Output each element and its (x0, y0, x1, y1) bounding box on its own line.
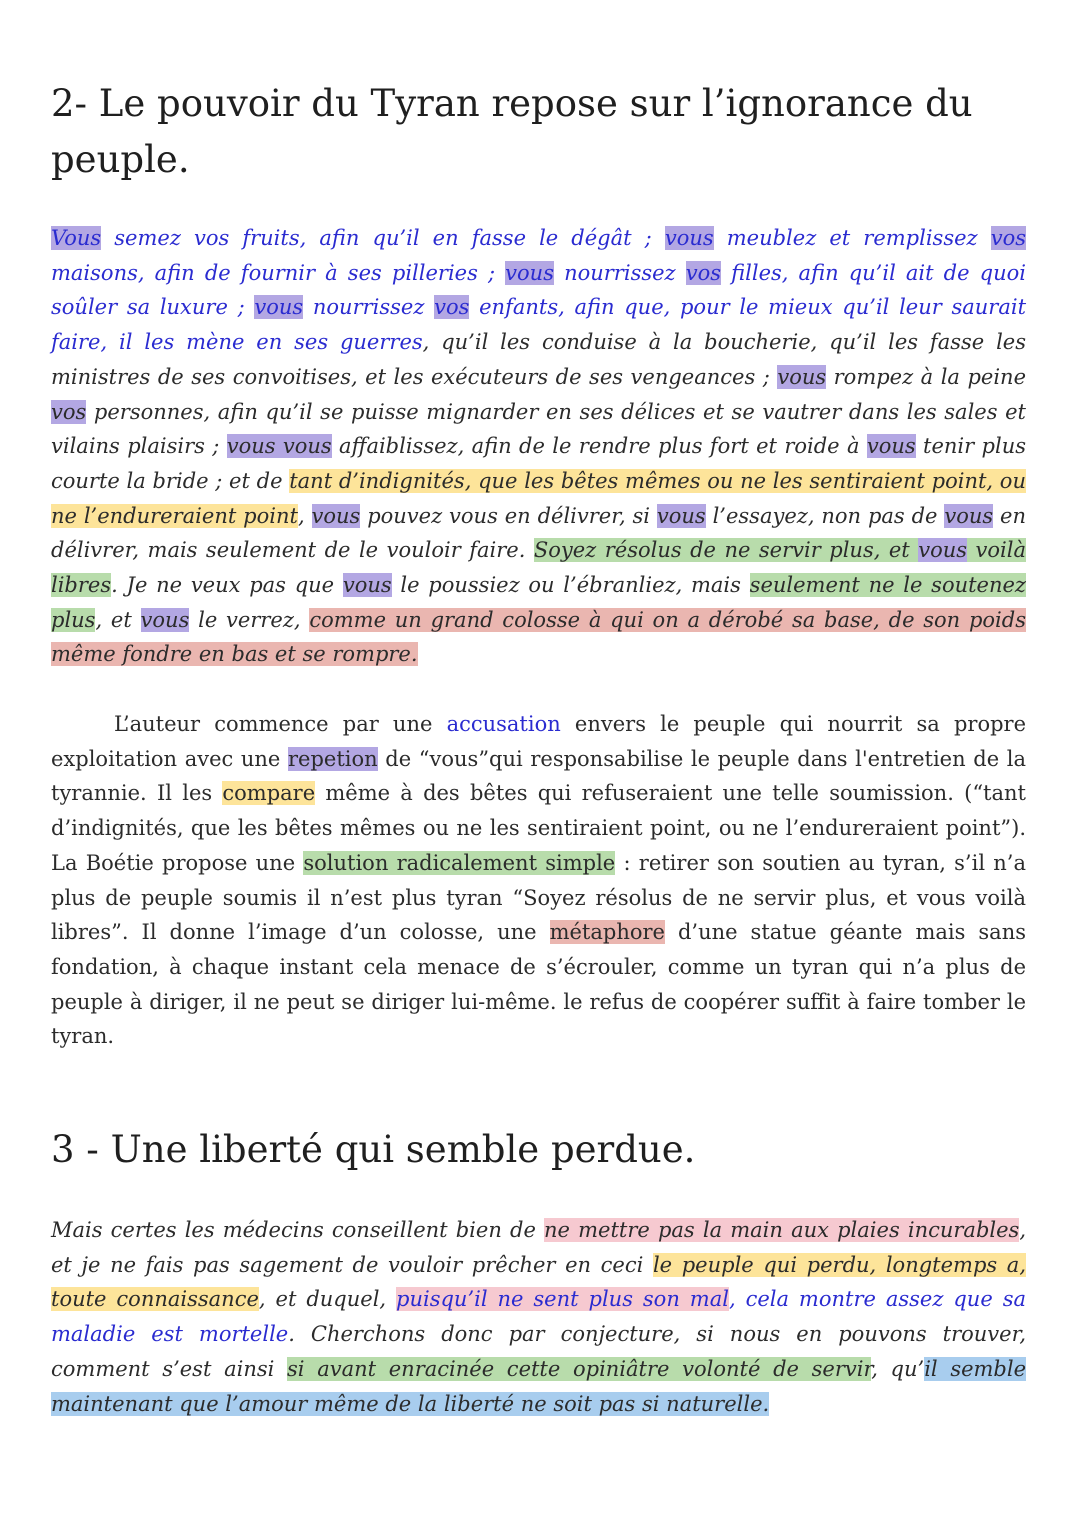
highlighted-span: vous (505, 260, 554, 285)
text-span: rompez à la peine (826, 364, 1026, 389)
text-span: l’essayez, non pas de (705, 503, 945, 528)
highlighted-span: vos (990, 226, 1026, 250)
highlighted-span: compare (222, 781, 316, 806)
text-span: Mais certes les médecins conseillent bien de (51, 1218, 545, 1242)
highlighted-span: Vous (51, 226, 102, 250)
text-span: , et je ne fais pas sagement de vouloir prêcher en ceci (51, 1218, 1027, 1277)
highlighted-span: vous vous (226, 434, 332, 459)
section-2-title: 2- Le pouvoir du Tyran repose sur l’ignorance du peuple. (51, 82, 973, 181)
section-2-commentary (51, 707, 1026, 1054)
highlighted-span: seulement ne le soutenez plus (51, 573, 1026, 632)
text-span: . Je ne veux pas que (111, 573, 343, 598)
text-span: d’une statue géante mais sans fondation, à chaque instant cela menace de s’écrouler, comme un tyran qui n’a plus de peuple à diriger, il ne peut se diriger lui-même. le refus de coopérer suffit à faire tomber le tyran. (51, 920, 1026, 1049)
text-span: , et duquel, (258, 1287, 397, 1312)
highlighted-span: voilà libres (51, 538, 1026, 598)
highlighted-span: vous (311, 503, 361, 528)
highlighted-span: vos (434, 295, 470, 320)
text-span: pouvez vous en délivrer, si (360, 503, 657, 528)
section-3-title: 3 - Une liberté qui semble perdue. (51, 1128, 696, 1171)
highlighted-span: nourrissez (303, 295, 435, 320)
text-span: le poussiez ou l’ébranliez, mais (391, 573, 750, 598)
text-span: personnes, afin qu’il se puisse mignarder en ses délices et se vautrer dans les sales et vilains plaisirs ; (51, 399, 1026, 459)
highlighted-span: filles, afin qu’il ait de quoi soûler sa luxure ; (51, 260, 1026, 320)
highlighted-span: vous (918, 538, 968, 563)
highlighted-span: accusation (446, 712, 561, 736)
highlighted-span: le peuple qui perdu, longtemps a, toute connaissance (51, 1252, 1026, 1312)
text-span: tenir plus courte la bride ; et de (51, 434, 1026, 493)
section-3-quote (51, 1213, 1026, 1421)
highlighted-span: solution radicalement simple (303, 850, 616, 875)
text-span: , (297, 503, 312, 528)
text-span: , et (95, 607, 141, 632)
highlighted-span: vous (664, 226, 714, 250)
highlighted-span: vous (342, 573, 392, 598)
highlighted-span: Soyez résolus de ne servir plus, et (533, 538, 919, 563)
highlighted-span: maisons, afin de fournir à ses pilleries ; (51, 260, 506, 285)
highlighted-span: ne mettre pas la main aux plaies incurables (544, 1218, 1020, 1242)
text-span: , qu’ (871, 1356, 925, 1381)
text-span: : retirer son soutien au tyran, s’il n’a plus de peuple soumis il n’est plus tyran “Soyez résolus de ne servir plus, et vous voilà libres”. Il donne l’image d’un colosse, une (51, 850, 1026, 945)
highlighted-span: vos (685, 260, 722, 285)
highlighted-span: enfants, afin que, pour le mieux qu’il leur saurait faire, il les mène en ses guerres (51, 295, 1027, 355)
highlighted-span: vous (140, 607, 190, 632)
text-span: L’auteur commence par une (114, 712, 447, 736)
text-span: , qu’il les conduise à la boucherie, qu’il les fasse les ministres de ses convoitises, et les exécuteurs de ses vengeances ; (51, 330, 1027, 389)
highlighted-span: , cela montre assez que sa maladie est mortelle (51, 1287, 1026, 1347)
highlighted-span: vous (944, 503, 994, 528)
highlighted-span: vous (866, 434, 916, 459)
highlighted-span: vous (254, 295, 304, 320)
text-span: affaiblissez, afin de le rendre plus fort et roide à (331, 434, 867, 459)
highlighted-span: tant d’indignités, que les bêtes mêmes ou ne les sentiraient point, ou ne l’endureraient point (51, 468, 1026, 528)
highlighted-span: nourrissez (553, 260, 686, 285)
highlighted-span: il semble maintenant que l’amour même de la liberté ne soit pas si naturelle. (51, 1356, 1027, 1416)
highlighted-span: vous (656, 503, 706, 528)
highlighted-span: semez vos fruits, afin qu’il en fasse le dégât ; (101, 226, 665, 250)
text-span: en délivrer, mais seulement de le vouloir faire. (51, 503, 1026, 563)
highlighted-span: comme un grand colosse à qui on a dérobé sa base, de son poids même fondre en bas et se rompre. (51, 607, 1026, 667)
text-span: envers le peuple qui nourrit sa propre exploitation avec une (51, 712, 1026, 771)
highlighted-span: vos (51, 399, 87, 424)
text-span: . Cherchons donc par conjecture, si nous en pouvons trouver, comment s’est ainsi (51, 1322, 1026, 1381)
section-2-quote (51, 221, 1026, 672)
highlighted-span: meublez et remplissez (713, 226, 991, 250)
highlighted-span: métaphore (549, 920, 665, 945)
highlighted-span: vous (777, 364, 827, 389)
text-span: même à des bêtes qui refuseraient une telle soumission. (“tant d’indignités, que les bêtes mêmes ou ne les sentiraient point, ou ne l’endureraient point”). La Boétie propose une (51, 781, 1026, 875)
highlighted-span: puisqu’il ne sent plus son mal (396, 1287, 729, 1312)
highlighted-span: repetion (287, 746, 378, 771)
highlighted-span: si avant enracinée cette opiniâtre volonté de servir (287, 1356, 872, 1381)
text-span: de “vous”qui responsabilise le peuple dans l'entretien de la tyrannie. Il les (51, 746, 1026, 806)
text-span: le verrez, (189, 607, 310, 632)
